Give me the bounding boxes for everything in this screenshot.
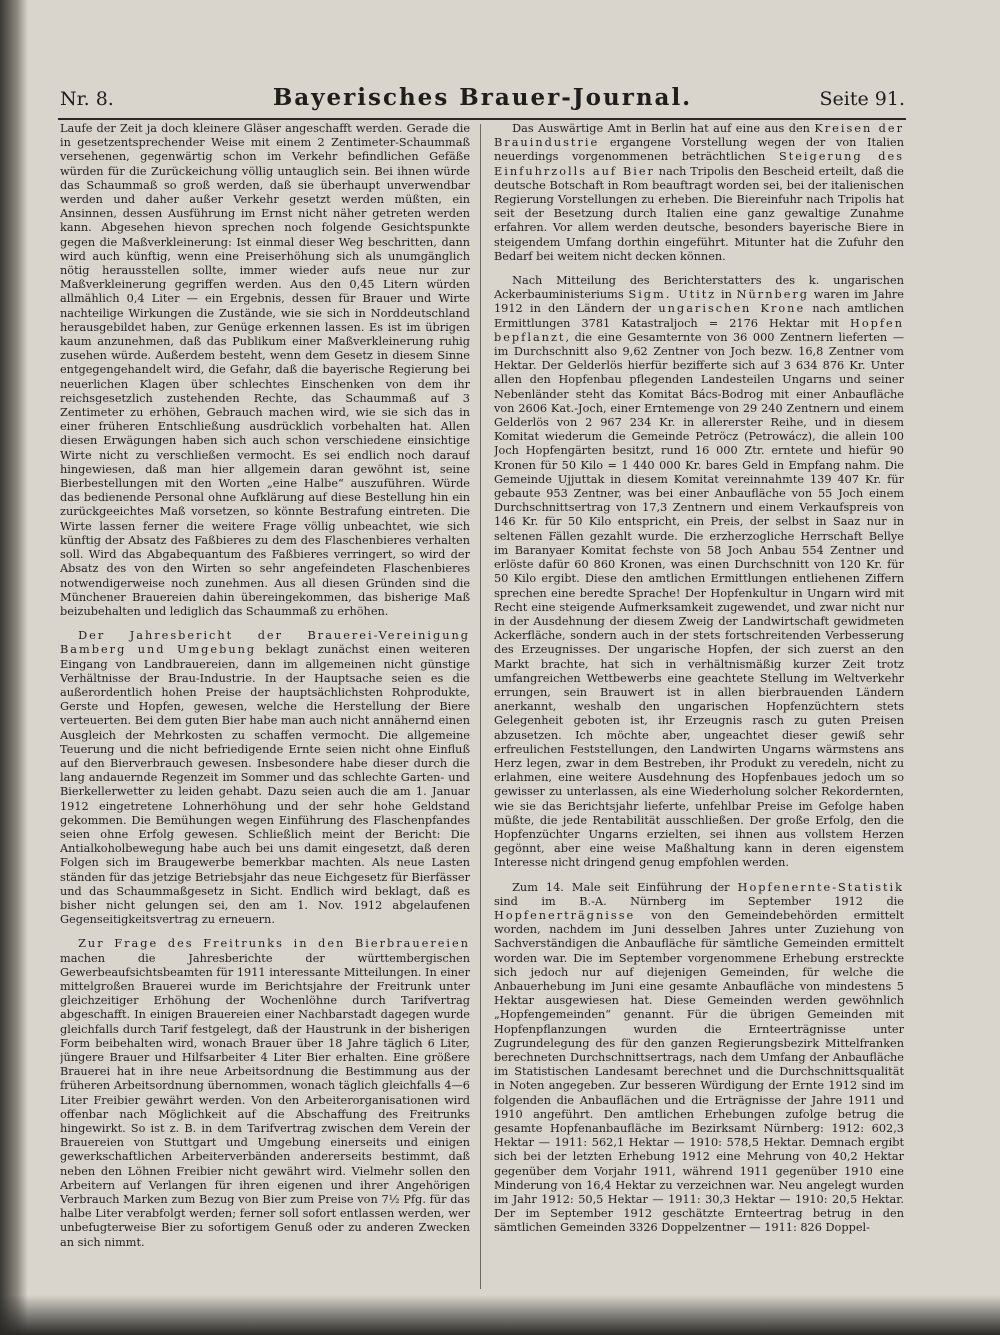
page-header [60, 84, 905, 114]
lead-hopfen: Hopfen bepflanzt [494, 316, 904, 344]
lead-nuernberg: Nürnberg [736, 288, 810, 302]
text-tripolis-a: Das Auswärtige Amt in Berlin hat auf eine aus den [512, 122, 815, 135]
lead-freitrunk: Zur Frage des Freitrunks in den Bierbrauereien [78, 937, 470, 951]
lead-brauindustrie: Kreisen der Brauindustrie [494, 122, 904, 150]
text-ungarn-a: Nach Mitteilung des Berichterstatters des k. ungarischen Ackerbauministeriums [494, 274, 904, 302]
text-ungarn-d: nach amtlichen Ermittlungen 3781 Katastraljoch = 2176 Hektar mit [494, 302, 904, 330]
text-bamberg: beklagt zunächst einen weiteren Eingang von Landbrauereien, dann im allgemeinen nicht günstige Verhältnisse der Brau-Industrie. In der Hauptsache seien es die außerordentlich hohen Preise der hauptsächlichsten Rohprodukte, Gerste und Hopfen, gewesen, welche die Herstellung der Biere verteuerten. Bei dem guten Bier habe man auch nicht annähernd einen Ausgleich der Mehrkosten zu schaffen vermocht. Die allgemeine Teuerung und die nicht befriedigende Ernte seien nicht ohne Einfluß auf den Bierverbrauch gewesen. Insbesondere habe dieser durch die lang andauernde Regenzeit im Sommer und das schlechte Garten- und Bierkellerwetter zu leiden gehabt. Dazu seien auch die am 1. Januar 1912 eingetretene Lohnerhöhung und der sehr hohe Geldstand gekommen. Die Bemühungen wegen Einführung des Flaschenpfandes seien ohne Erfolg gewesen. Schließlich meint der Bericht: Die Antialkoholbewegung habe auch bei uns damit eingesetzt, daß deren Folgen sich im Braugewerbe bemerkbar machten. Als neue Lasten ständen für das jetzige Betriebsjahr das neue Eichgesetz für Bierfässer und das Schaummaßgesetz in Sicht. Endlich wird beklagt, daß es bisher nicht gelungen sei, den am 1. Nov. 1912 abgelaufenen Gegenseitigkeitsvertrag zu erneuern. [60, 643, 470, 927]
right-column [494, 122, 904, 1292]
paragraph-bamberg [60, 629, 470, 927]
bottom-edge-shadow [0, 1295, 1000, 1335]
header-rule [58, 118, 906, 120]
text-ungarn-e: , die eine Gesamternte von 36 000 Zentnern lieferten — im Durchschnitt also 9,62 Zentner von Joch bezw. 16,8 Zentner vom Hektar. Der Gelderlös hierfür bezifferte sich auf 3 634 876 Kr. Unter allen den Hopfenbau pflegenden Landesteilen Ungarns und seiner Nebenländer steht das Komitat Bács-Bodrog mit einer Anbaufläche von 2606 Kat.-Joch, einer Erntemenge von 29 240 Zentnern und einem Gelderlös von 2 967 234 Kr. in allererster Reihe, und in diesem Komitat wiederum die Gemeinde Petröcz (Petrowácz), die allein 100 Joch Hopfengärten besitzt, rund 16 000 Ztr. erntete und hiefür 90 Kronen für 50 Kilo = 1 440 000 Kr. bares Geld in Empfang nahm. Die Gemeinde Ujjuttak in diesem Komitat vereinnahmte 139 407 Kr. für gebaute 953 Zentner, was bei einer Anbaufläche von 55 Joch einem Durchschnittsertrag von 17,3 Zentnern und einem Verkaufspreis von 146 Kr. für 50 Kilo entspricht, ein Preis, der selbst in Saaz nur in seltenen Fällen gezahlt wurde. Die erzherzogliche Herrschaft Bellye im Baranyaer Komitat fechste von 58 Joch Anbau 554 Zentner und erlöste dafür 60 860 Kronen, was einen Durchschnitt von 120 Kr. für 50 Kilo ergibt. Diese den amtlichen Ermittlungen entliehenen Ziffern sprechen eine beredte Sprache! Der Hopfenkultur in Ungarn wird mit Recht eine steigende Aufmerksamkeit zugewendet, und zwar nicht nur in der Ausdehnung der diesem Zweig der Landwirtschaft gewidmeten Ackerfläche, sondern auch in der stets fortschreitenden Verbesserung des Erzeugnisses. Der ungarische Hopfen, der sich zuerst an den Markt brachte, hat sich in verhältnismäßig kurzer Zeit trotz umfangreichen Wettbewerbs eine geachtete Stellung im Weltverkehr errungen, sein Brauwert ist in allen bierbrauenden Ländern anerkannt, weshalb den ungarischen Hopfenzüchtern stets Gelegenheit geboten ist, ihr Erzeugnis rasch zu guten Preisen abzusetzen. Ich möchte aber, ungeachtet dieser gewiß sehr erfreulichen Feststellungen, den Landwirten Ungarns wärmstens ans Herz legen, zwar in dem Bestreben, ihr Produkt zu veredeln, nicht zu erlahmen, eine weitere Ausdehnung des Hopfenbaues jedoch um so gewisser zu unterlassen, als eine Wiederholung solcher Rekordernten, wie sie das Berichtsjahr lieferte, unfehlbar Preise im Gefolge haben müßte, die jede Rentabilität ausschließen. Der große Erfolg, den die Hopfenzüchter Ungarns erzielten, sei ihnen aus vollstem Herzen gegönnt, aber eine weise Maßhaltung kann in deren eigenstem Interesse nicht dringend genug empfohlen werden. [494, 330, 904, 870]
text-statistik-a: Zum 14. Male seit Einführung der [512, 880, 738, 894]
left-column [60, 122, 470, 1292]
lead-bamberg: Der Jahresbericht der Brauerei-Vereinigung Bamberg und Umgebung [60, 629, 470, 657]
text-statistik-b: sind im B.-A. Nürnberg im September 1912 die [494, 894, 904, 908]
text-tripolis-c: nach Tripolis den Bescheid erteilt, daß die deutsche Botschaft in Rom beauftragt worden sei, bei der italienischen Regierung Vorstellungen zu erheben. Die Biereinfuhr nach Tripolis hat seit der Besetzung durch Italien eine ganz gewaltige Zunahme erfahren. Vor allem werden deutsche, besonders bayerische Biere in steigendem Umfang dorthin eingeführt. Mitunter hat die Zufuhr den Bedarf bei weitem nicht decken können. [494, 164, 904, 263]
paragraph-schaummass: Laufe der Zeit ja doch kleinere Gläser angeschafft werden. Gerade die in gesetzentsprechender Weise mit einem 2 Zentimeter-Schaummaß versehenen, gegenwärtig schon im Verkehr befindlichen Gefäße würden für die Zurückeichung völlig untauglich sein. Bei ihnen würde das Schaummaß so groß werden, daß sie überhaupt unverwendbar werden und daher außer Verkehr gesetzt werden müßten, ein Ansinnen, dessen Ausführung im Ernst nicht näher getreten werden kann. Abgesehen hievon sprechen noch folgende Gesichtspunkte gegen die Maßverkleinerung: Ist einmal dieser Weg beschritten, dann wird auch künftig, wenn eine Preiserhöhung sich als unumgänglich nötig herausstellen sollte, immer wieder aufs neue nur zur Maßverkleinerung gegriffen werden. Aus den 0,45 Litern würden allmählich 0,4 Liter — ein Ergebnis, dessen für Brauer und Wirte nachteilige Wirkungen die Zustände, wie sie sich in Norddeutschland herausgebildet haben, zur Genüge erkennen lassen. Es ist im übrigen kaum anzunehmen, daß das Publikum einer Maßverkleinerung ruhig zusehen würde. Außerdem besteht, wenn dem Gesetz in diesem Sinne entgegengehandelt wird, die Gefahr, daß die bayerische Regierung bei neuerlichen Klagen über schlechtes Einschenken von dem ihr reichsgesetzlich zustehenden Rechte, das Schaummaß auf 3 Zentimeter zu erhöhen, Gebrauch machen wird, wie sie sich das in einer früheren Entschließung ausdrücklich vorbehalten hat. Allen diesen Erwägungen haben sich auch schon verschiedene einsichtige Wirte nicht zu verschließen vermocht. Es sei endlich noch darauf hingewiesen, daß man hier allgemein daran gewöhnt ist, seine Bierbestellungen mit den Worten „eine Halbe“ auszuführen. Würde das bedienende Personal ohne Aufklärung auf diese Bestellung hin ein zurückgeeichtes Maß vorsetzen, so könnte Bestrafung eintreten. Die Wirte lassen ferner die weitere Frage völlig unbeachtet, wie sich künftig der Absatz des Faßbieres zu dem des Flaschenbieres verhalten soll. Wird das Abgabequantum des Faßbieres verringert, so wird der Absatz des von den Wirten so sehr angefeindeten Flaschenbieres notwendigerweise noch zunehmen. Aus all diesen Gründen sind die Münchener Brauereien dahin übereingekommen, das bisherige Maß beizubehalten und lediglich das Schaummaß zu erhöhen. [60, 122, 470, 618]
text-tripolis-b: ergangene Vorstellung wegen der von Italien neuerdings vorgenommenen beträchtlichen [494, 136, 904, 164]
journal-title: Bayerisches Brauer-Journal. [272, 84, 693, 111]
paragraph-statistik [494, 881, 904, 1236]
lead-ertraegnisse: Hopfenerträgnisse [494, 908, 636, 922]
column-divider [480, 124, 481, 1289]
lead-statistik: Hopfenernte-Statistik [737, 880, 904, 894]
text-freitrunk: machen die Jahresberichte der württembergischen Gewerbeaufsichtsbeamten für 1911 interessante Mitteilungen. In einer mittelgroßen Brauerei wurde im Berichtsjahre der Freitrunk unter gleichzeitiger Erhöhung der Wochenlöhne durch Tarifvertrag abgeschafft. In einigen Brauereien einer Nachbarstadt dagegen wurde gleichfalls durch Tarif festgelegt, daß der Haustrunk in der bisherigen Form beibehalten wird, wonach Brauer über 18 Jahre täglich 6 Liter, jüngere Brauer und Hilfsarbeiter 4 Liter Bier erhalten. Eine größere Brauerei hat in ihre neue Arbeitsordnung die Bestimmung aus der früheren Arbeitsordnung übernommen, wonach täglich gleichfalls 4—6 Liter Freibier gewährt werden. Von den Arbeiterorganisationen wird offenbar nach Möglichkeit auf die Abschaffung des Freitrunks hingewirkt. So ist z. B. in dem Tarifvertrag zwischen dem Verein der Brauereien von Stuttgart und Umgebung einerseits und einigen gewerkschaftlichen Arbeiterverbänden andererseits bestimmt, daß neben den Löhnen Freibier nicht gewährt wird. Vielmehr sollen den Arbeitern auf Verlangen für ihren eigenen und ihrer Angehörigen Verbrauch Marken zum Bezug von Bier zum Preise von 7½ Pfg. für das halbe Liter verabfolgt werden; ferner soll sofort entlassen werden, wer unbefugterweise Bier zu sofortigem Genuß oder zu anderen Zwecken an sich nimmt. [60, 951, 470, 1249]
binding-shadow [0, 0, 28, 1335]
lead-utitz: Sigm. Utitz [628, 288, 717, 302]
paragraph-tripolis [494, 122, 904, 264]
page-number: Seite 91. [819, 88, 905, 110]
paragraph-freitrunk [60, 937, 470, 1249]
text-ungarn-b: in [716, 288, 737, 302]
text-ungarn-c: waren im Jahre 1912 in den Ländern der [494, 288, 904, 316]
lead-krone: ungarischen Krone [658, 302, 806, 316]
lead-einfuhrzoll: Steigerung des Einfuhrzolls auf Bier [494, 150, 904, 178]
paragraph-ungarn [494, 274, 904, 871]
issue-number: Nr. 8. [60, 88, 114, 110]
text-statistik-c: von den Gemeindebehörden ermittelt worden, nachdem im Juni desselben Jahres unter Zuziehung von Sachverständigen die Anbaufläche für sämtliche Gemeinden ermittelt worden war. Die im September vorgenommene Erhebung erstreckte sich jedoch nur auf diejenigen Gemeinden, für welche die Anbauerhebung im Juni eine gesamte Anbaufläche von mindestens 5 Hektar ausgewiesen hat. Diese Gemeinden werden gewöhnlich „Hopfengemeinden“ genannt. Für die übrigen Gemeinden mit Hopfenpflanzungen wurden die Ernteerträgnisse unter Zugrundelegung des für den ganzen Regierungsbezirk Mittelfranken berechneten Durchschnittsertrags, nach dem Umfang der Anbaufläche im Statistischen Landesamt berechnet und die Durchschnittsqualität in Noten angegeben. Zur besseren Würdigung der Ernte 1912 sind im folgenden die Anbauflächen und die Erträgnisse der Jahre 1911 und 1910 angeführt. Den amtlichen Erhebungen zufolge betrug die gesamte Hopfenanbaufläche im Bezirksamt Nürnberg: 1912: 602,3 Hektar — 1911: 562,1 Hektar — 1910: 578,5 Hektar. Demnach ergibt sich bei der letzten Erhebung 1912 eine Mehrung von 40,2 Hektar gegenüber dem Vorjahr 1911, während 1911 gegenüber 1910 eine Minderung von 16,4 Hektar zu verzeichnen war. Neu angelegt wurden im Jahr 1912: 50,5 Hektar — 1911: 30,3 Hektar — 1910: 20,5 Hektar. Der im September 1912 geschätzte Ernteertrag betrug in den sämtlichen Gemeinden 3326 Doppelzentner — 1911: 826 Doppel- [494, 908, 904, 1235]
